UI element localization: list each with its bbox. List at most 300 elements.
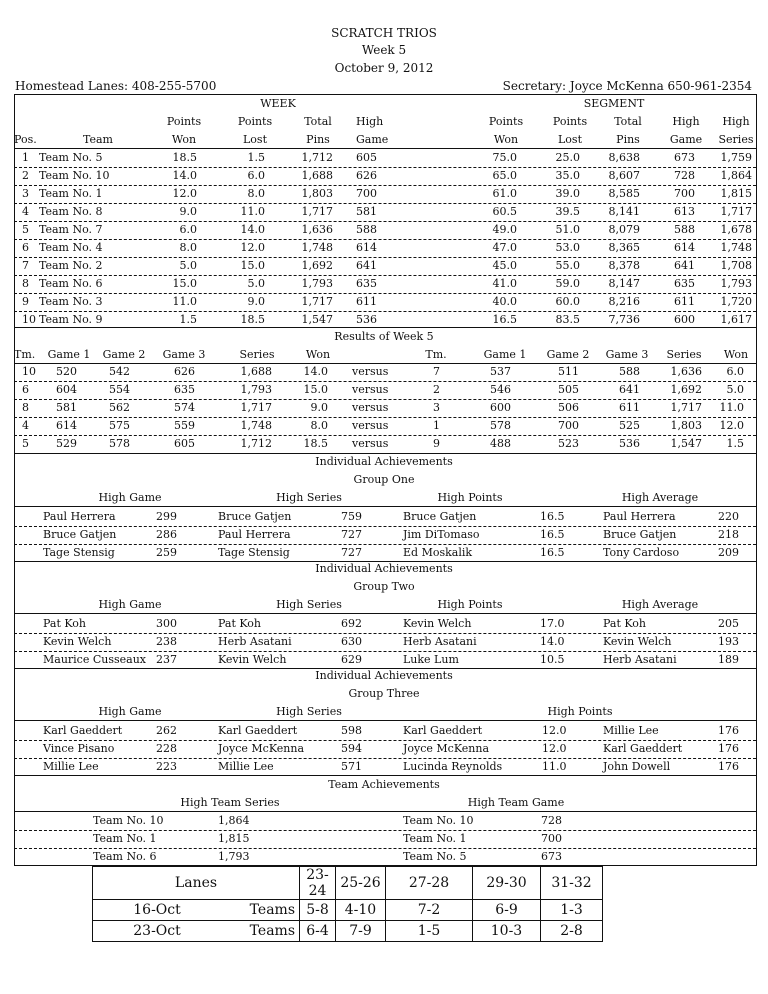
standings-cell: 49.0 — [492, 223, 517, 236]
achievement-value: 727 — [341, 528, 362, 541]
standings-cell: 12.0 — [240, 241, 265, 254]
results-cell: 8 — [22, 401, 29, 414]
standings-cell: 626 — [356, 169, 377, 182]
results-cell: 6 — [22, 383, 29, 396]
results-header: Game 3 — [162, 348, 206, 361]
achievement-value: 176 — [718, 724, 739, 737]
bowler-name: Tage Stensig — [218, 546, 290, 559]
standings-cell: 7,736 — [608, 313, 640, 326]
standings-cell: 1,712 — [301, 151, 333, 164]
standings-cell: 581 — [356, 205, 377, 218]
achievement-value: 594 — [341, 742, 362, 755]
results-cell: 511 — [558, 365, 579, 378]
achievement-value: 176 — [718, 742, 739, 755]
team-name: Team No. 1 — [39, 187, 103, 200]
standings-cell: 611 — [674, 295, 695, 308]
standings-cell: 55.0 — [555, 259, 580, 272]
team-name: Team No. 5 — [39, 151, 103, 164]
achievement-header: High Points — [437, 598, 503, 611]
header-divider — [14, 148, 756, 149]
row-divider — [14, 740, 756, 741]
row-divider — [14, 651, 756, 652]
standings-cell: 5.0 — [247, 277, 265, 290]
standings-cell: 60.0 — [555, 295, 580, 308]
column-header: High — [722, 115, 750, 128]
achievement-value: 11.0 — [542, 760, 567, 773]
results-cell: 542 — [109, 365, 130, 378]
row-divider — [14, 185, 756, 186]
standings-cell: 635 — [356, 277, 377, 290]
achievement-value: 727 — [341, 546, 362, 559]
standings-cell: 25.0 — [555, 151, 580, 164]
achievement-value: 14.0 — [540, 635, 565, 648]
results-cell: 506 — [558, 401, 579, 414]
bowler-name: Vince Pisano — [43, 742, 115, 755]
achievement-value: 629 — [341, 653, 362, 666]
results-cell: 505 — [558, 383, 579, 396]
results-cell: 575 — [109, 419, 130, 432]
standings-cell: 700 — [356, 187, 377, 200]
matchup-cell: 7-2 — [386, 900, 473, 921]
standings-cell: 8,607 — [608, 169, 640, 182]
row-divider — [14, 633, 756, 634]
bowler-name: Paul Herrera — [603, 510, 676, 523]
standings-cell: 1,688 — [301, 169, 333, 182]
column-header: Points — [552, 115, 588, 128]
standings-cell: 1,759 — [720, 151, 752, 164]
row-divider — [14, 239, 756, 240]
bowler-name: Bruce Gatjen — [403, 510, 477, 523]
achievement-value: 299 — [156, 510, 177, 523]
achievement-value: 228 — [156, 742, 177, 755]
standings-cell: 1,617 — [720, 313, 752, 326]
team-name: Team No. 10 — [39, 169, 110, 182]
achievement-value: 223 — [156, 760, 177, 773]
standings-cell: 641 — [356, 259, 377, 272]
results-cell: 1,692 — [670, 383, 702, 396]
results-cell: 4 — [22, 419, 29, 432]
achievement-header: High Series — [276, 491, 342, 504]
standings-cell: 700 — [674, 187, 695, 200]
group-name: Group One — [353, 473, 415, 486]
team-game-value: 728 — [541, 814, 562, 827]
results-cell: 1 — [433, 419, 440, 432]
bowler-name: Bruce Gatjen — [43, 528, 117, 541]
results-cell: 6.0 — [726, 365, 744, 378]
results-title: Results of Week 5 — [334, 330, 434, 343]
standings-cell: 6.0 — [179, 223, 197, 236]
row-divider — [14, 203, 756, 204]
achievement-value: 205 — [718, 617, 739, 630]
standings-cell: 673 — [674, 151, 695, 164]
standings-cell: 8,585 — [608, 187, 640, 200]
team-name: Team No. 9 — [39, 313, 103, 326]
column-header: High — [356, 115, 384, 128]
standings-cell: 635 — [674, 277, 695, 290]
team-name: Team No. 6 — [39, 277, 103, 290]
results-cell: 559 — [174, 419, 195, 432]
team-series-value: 1,864 — [218, 814, 250, 827]
group-title: Individual Achievements — [315, 455, 453, 468]
standings-cell: 588 — [356, 223, 377, 236]
matchup-cell: 1-3 — [541, 900, 603, 921]
standings-cell: 9.0 — [247, 295, 265, 308]
matchup-cell: 6-9 — [473, 900, 541, 921]
bowler-name: Kevin Welch — [218, 653, 287, 666]
row-divider — [14, 435, 756, 436]
results-header: Game 2 — [546, 348, 590, 361]
column-header: Pins — [616, 133, 640, 146]
column-header: Total — [304, 115, 332, 128]
team-series-value: 1,793 — [218, 850, 250, 863]
standings-cell: 12.0 — [172, 187, 197, 200]
standings-cell: 41.0 — [492, 277, 517, 290]
achievement-value: 259 — [156, 546, 177, 559]
bowler-name: Herb Asatani — [403, 635, 477, 648]
column-header: Won — [171, 133, 197, 146]
lane-pair-header: 27-28 — [386, 867, 473, 900]
bowler-name: Lucinda Reynolds — [403, 760, 503, 773]
bowler-name: Karl Gaeddert — [603, 742, 683, 755]
standings-cell: 15.0 — [240, 259, 265, 272]
results-cell: 5.0 — [726, 383, 744, 396]
bowler-name: Kevin Welch — [403, 617, 472, 630]
column-header: High — [672, 115, 700, 128]
section-divider — [14, 775, 756, 776]
team-name: Team No. 1 — [403, 832, 467, 845]
standings-cell: 1,720 — [720, 295, 752, 308]
standings-cell: 1.5 — [247, 151, 265, 164]
standings-cell: 3 — [22, 187, 29, 200]
results-cell: 525 — [619, 419, 640, 432]
results-cell: 3 — [433, 401, 440, 414]
achievement-value: 16.5 — [540, 546, 565, 559]
row-divider — [14, 381, 756, 382]
achievement-value: 12.0 — [542, 724, 567, 737]
results-cell: 2 — [433, 383, 440, 396]
schedule-date: 16-Oct — [93, 900, 222, 921]
standings-cell: 53.0 — [555, 241, 580, 254]
standings-cell: 9.0 — [179, 205, 197, 218]
report-date: October 9, 2012 — [334, 61, 434, 75]
matchup-cell: 5-8 — [300, 900, 336, 921]
standings-cell: 14.0 — [240, 223, 265, 236]
results-cell: 611 — [619, 401, 640, 414]
lane-pair-header: 23-24 — [300, 867, 336, 900]
standings-cell: 1,864 — [720, 169, 752, 182]
bowler-name: Millie Lee — [603, 724, 659, 737]
achievement-value: 759 — [341, 510, 362, 523]
row-divider — [14, 167, 756, 168]
standings-cell: 613 — [674, 205, 695, 218]
achievement-value: 12.0 — [542, 742, 567, 755]
standings-cell: 16.5 — [492, 313, 517, 326]
row-divider — [14, 848, 756, 849]
results-cell: 605 — [174, 437, 195, 450]
standings-cell: 641 — [674, 259, 695, 272]
achievement-header: High Game — [98, 705, 162, 718]
standings-cell: 8,378 — [608, 259, 640, 272]
results-cell: 14.0 — [303, 365, 328, 378]
achievement-value: 17.0 — [540, 617, 565, 630]
bowler-name: Tony Cardoso — [603, 546, 680, 559]
standings-cell: 83.5 — [555, 313, 580, 326]
standings-cell: 8.0 — [179, 241, 197, 254]
matchup-cell: 4-10 — [336, 900, 386, 921]
results-cell: 1,547 — [670, 437, 702, 450]
standings-cell: 1,636 — [301, 223, 333, 236]
standings-cell: 600 — [674, 313, 695, 326]
standings-cell: 5.0 — [179, 259, 197, 272]
achievement-value: 286 — [156, 528, 177, 541]
standings-cell: 15.0 — [172, 277, 197, 290]
team-name: Team No. 10 — [403, 814, 474, 827]
standings-cell: 1,717 — [720, 205, 752, 218]
report-week: Week 5 — [361, 43, 407, 57]
standings-cell: 1,748 — [720, 241, 752, 254]
results-header: Game 2 — [102, 348, 146, 361]
matchup-cell: 6-4 — [300, 921, 336, 942]
results-cell: 1,717 — [240, 401, 272, 414]
team-name: Team No. 1 — [93, 832, 157, 845]
versus-label: versus — [352, 383, 389, 396]
standings-cell: 614 — [356, 241, 377, 254]
results-cell: 18.5 — [303, 437, 328, 450]
row-divider — [14, 275, 756, 276]
results-cell: 578 — [490, 419, 511, 432]
results-cell: 554 — [109, 383, 130, 396]
results-header: Game 1 — [47, 348, 91, 361]
row-divider — [14, 399, 756, 400]
results-header: Tm. — [14, 348, 36, 361]
standings-cell: 8.0 — [247, 187, 265, 200]
results-header: Game 3 — [605, 348, 649, 361]
results-cell: 1,712 — [240, 437, 272, 450]
row-divider — [14, 830, 756, 831]
column-header: Series — [718, 133, 754, 146]
column-header: Points — [166, 115, 202, 128]
results-cell: 536 — [619, 437, 640, 450]
results-header: Tm. — [425, 348, 447, 361]
achievement-header: High Series — [276, 598, 342, 611]
team-name: Team No. 6 — [93, 850, 157, 863]
results-cell: 600 — [490, 401, 511, 414]
team-header-divider — [14, 811, 756, 812]
team-name: Team No. 2 — [39, 259, 103, 272]
bowler-name: Joyce McKenna — [403, 742, 489, 755]
standings-cell: 11.0 — [240, 205, 265, 218]
results-cell: 1,717 — [670, 401, 702, 414]
standings-cell: 59.0 — [555, 277, 580, 290]
column-header: Team — [83, 133, 113, 146]
achievement-header: High Game — [98, 491, 162, 504]
achievement-value: 189 — [718, 653, 739, 666]
bowler-name: Bruce Gatjen — [218, 510, 292, 523]
team-name: Team No. 4 — [39, 241, 103, 254]
table-right-border — [756, 94, 757, 866]
bowler-name: Paul Herrera — [43, 510, 116, 523]
column-header: Points — [488, 115, 524, 128]
high-team-series-header: High Team Series — [180, 796, 280, 809]
standings-cell: 61.0 — [492, 187, 517, 200]
standings-cell: 1,547 — [301, 313, 333, 326]
row-divider — [14, 526, 756, 527]
standings-cell: 1,748 — [301, 241, 333, 254]
results-header-divider — [14, 363, 756, 364]
achievement-header-divider — [14, 720, 756, 721]
bowler-name: Paul Herrera — [218, 528, 291, 541]
bowler-name: Herb Asatani — [218, 635, 292, 648]
results-cell: 529 — [56, 437, 77, 450]
achievement-value: 300 — [156, 617, 177, 630]
team-name: Team No. 3 — [39, 295, 103, 308]
standings-cell: 1,678 — [720, 223, 752, 236]
results-header: Series — [666, 348, 702, 361]
standings-cell: 65.0 — [492, 169, 517, 182]
section-divider — [14, 327, 756, 328]
standings-cell: 614 — [674, 241, 695, 254]
standings-cell: 75.0 — [492, 151, 517, 164]
achievement-value: 630 — [341, 635, 362, 648]
standings-cell: 39.5 — [555, 205, 580, 218]
bowler-name: Karl Gaeddert — [43, 724, 123, 737]
results-cell: 604 — [56, 383, 77, 396]
standings-cell: 536 — [356, 313, 377, 326]
standings-cell: 8,638 — [608, 151, 640, 164]
group-name: Group Three — [348, 687, 420, 700]
standings-cell: 10 — [22, 313, 36, 326]
segment-label: SEGMENT — [583, 97, 645, 110]
results-cell: 641 — [619, 383, 640, 396]
results-cell: 520 — [56, 365, 77, 378]
standings-cell: 605 — [356, 151, 377, 164]
results-cell: 581 — [56, 401, 77, 414]
standings-cell: 1,793 — [301, 277, 333, 290]
results-cell: 1.5 — [726, 437, 744, 450]
achievement-header: High Average — [621, 598, 699, 611]
achievement-value: 571 — [341, 760, 362, 773]
standings-cell: 11.0 — [172, 295, 197, 308]
standings-cell: 8,141 — [608, 205, 640, 218]
achievement-header: High Game — [98, 598, 162, 611]
achievement-value: 16.5 — [540, 528, 565, 541]
achievement-value: 209 — [718, 546, 739, 559]
standings-cell: 18.5 — [240, 313, 265, 326]
bowler-name: Pat Koh — [603, 617, 647, 630]
achievement-value: 218 — [718, 528, 739, 541]
standings-cell: 18.5 — [172, 151, 197, 164]
standings-cell: 6.0 — [247, 169, 265, 182]
row-divider — [14, 758, 756, 759]
bowler-name: Karl Gaeddert — [218, 724, 298, 737]
row-divider — [14, 293, 756, 294]
secretary-info: Secretary: Joyce McKenna 650-961-2354 — [502, 79, 752, 93]
achievement-header-divider — [14, 613, 756, 614]
bowler-name: Pat Koh — [218, 617, 262, 630]
results-cell: 635 — [174, 383, 195, 396]
bowler-name: Kevin Welch — [603, 635, 672, 648]
results-cell: 10 — [22, 365, 36, 378]
row-divider — [14, 257, 756, 258]
row-divider — [14, 417, 756, 418]
bowler-name: Pat Koh — [43, 617, 87, 630]
results-cell: 12.0 — [719, 419, 744, 432]
matchup-cell: 1-5 — [386, 921, 473, 942]
results-cell: 15.0 — [303, 383, 328, 396]
achievement-value: 220 — [718, 510, 739, 523]
standings-cell: 1,793 — [720, 277, 752, 290]
lanes-info: Homestead Lanes: 408-255-5700 — [15, 79, 217, 93]
report-title: SCRATCH TRIOS — [331, 26, 437, 40]
column-header: Won — [493, 133, 519, 146]
standings-cell: 1,717 — [301, 295, 333, 308]
team-game-value: 673 — [541, 850, 562, 863]
standings-cell: 4 — [22, 205, 29, 218]
team-name: Team No. 5 — [403, 850, 467, 863]
row-divider — [14, 544, 756, 545]
standings-cell: 7 — [22, 259, 29, 272]
standings-cell: 728 — [674, 169, 695, 182]
bowler-name: Bruce Gatjen — [603, 528, 677, 541]
achievement-header: High Average — [621, 491, 699, 504]
results-cell: 1,803 — [670, 419, 702, 432]
bowler-name: Joyce McKenna — [218, 742, 304, 755]
standings-cell: 1,815 — [720, 187, 752, 200]
column-header: Lost — [558, 133, 582, 146]
achievement-header: High Series — [276, 705, 342, 718]
teams-label: Teams — [221, 921, 300, 942]
lane-pair-header: 25-26 — [336, 867, 386, 900]
group-title: Individual Achievements — [315, 562, 453, 575]
matchup-cell: 10-3 — [473, 921, 541, 942]
standings-cell: 1,692 — [301, 259, 333, 272]
team-series-value: 1,815 — [218, 832, 250, 845]
bowler-name: Luke Lum — [403, 653, 459, 666]
bowler-name: Kevin Welch — [43, 635, 112, 648]
standings-cell: 5 — [22, 223, 29, 236]
column-header: Points — [237, 115, 273, 128]
table-left-border — [14, 94, 15, 866]
standings-cell: 51.0 — [555, 223, 580, 236]
standings-cell: 6 — [22, 241, 29, 254]
column-header: Pos. — [14, 133, 37, 146]
standings-cell: 588 — [674, 223, 695, 236]
results-cell: 578 — [109, 437, 130, 450]
column-header: Game — [356, 133, 389, 146]
standings-cell: 1,717 — [301, 205, 333, 218]
team-game-value: 700 — [541, 832, 562, 845]
versus-label: versus — [352, 401, 389, 414]
teams-label: Teams — [221, 900, 300, 921]
row-divider — [14, 311, 756, 312]
standings-cell: 39.0 — [555, 187, 580, 200]
achievement-value: 262 — [156, 724, 177, 737]
results-cell: 1,793 — [240, 383, 272, 396]
high-team-game-header: High Team Game — [467, 796, 565, 809]
achievement-value: 16.5 — [540, 510, 565, 523]
column-header: Total — [614, 115, 642, 128]
team-name: Team No. 7 — [39, 223, 103, 236]
achievement-value: 237 — [156, 653, 177, 666]
results-cell: 1,748 — [240, 419, 272, 432]
results-cell: 537 — [490, 365, 511, 378]
schedule-date: 23-Oct — [93, 921, 222, 942]
results-cell: 9.0 — [310, 401, 328, 414]
achievement-value: 176 — [718, 760, 739, 773]
versus-label: versus — [352, 437, 389, 450]
versus-label: versus — [352, 419, 389, 432]
achievement-header: High Points — [437, 491, 503, 504]
